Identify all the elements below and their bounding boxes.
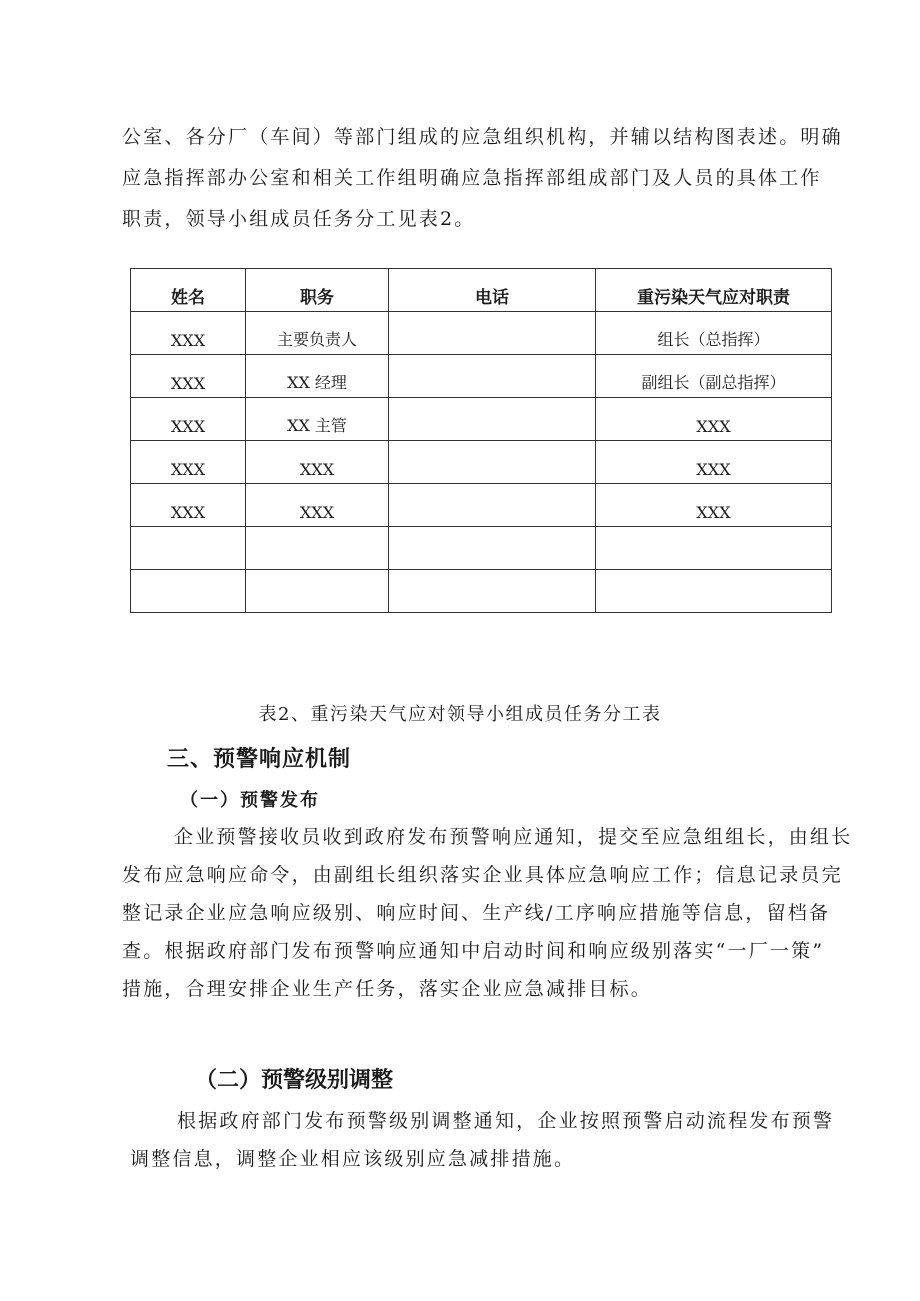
cell-duty — [596, 527, 832, 570]
intro-line: 应急指挥部办公室和相关工作组明确应急指挥部组成部门及人员的具体工作 — [122, 167, 822, 189]
section-heading: 三、预警响应机制 — [167, 747, 352, 772]
cell-duty: 组长（总指挥） — [596, 312, 832, 355]
intro-paragraph — [122, 118, 862, 238]
cell-phone — [389, 441, 596, 484]
cell-name — [131, 527, 246, 570]
table-row — [131, 312, 832, 355]
paragraph-line: 查。根据政府部门发布预警响应通知中启动时间和响应级别落实“一厂一策” — [122, 940, 825, 962]
cell-name: XXX — [131, 484, 246, 527]
cell-position: XXX — [246, 441, 389, 484]
warning-release-paragraph — [122, 818, 862, 1008]
cell-duty: XXX — [596, 398, 832, 441]
cell-position: XX 主管 — [246, 398, 389, 441]
cell-phone — [389, 570, 596, 613]
table-row — [131, 441, 832, 484]
paragraph-line: 措施，合理安排企业生产任务，落实企业应急减排目标。 — [122, 978, 653, 1000]
table-header-row — [131, 269, 832, 312]
subsection-heading: （二）预警级别调整 — [195, 1068, 394, 1093]
warning-adjust-paragraph — [122, 1102, 862, 1178]
cell-position: XXX — [246, 484, 389, 527]
table-row — [131, 355, 832, 398]
cell-duty — [596, 570, 832, 613]
header-name: 姓名 — [131, 269, 246, 312]
cell-name: XXX — [131, 441, 246, 484]
paragraph-line: 调整信息，调整企业相应该级别应急减排措施。 — [130, 1148, 576, 1170]
table-row — [131, 484, 832, 527]
cell-name — [131, 570, 246, 613]
intro-line: 职责，领导小组成员任务分工见表2。 — [122, 208, 476, 230]
intro-line: 公室、各分厂（车间）等部门组成的应急组织机构，并辅以结构图表述。明确 — [122, 126, 843, 148]
table-row — [131, 570, 832, 613]
paragraph-line: 根据政府部门发布预警级别调整通知，企业按照预警启动流程发布预警 — [177, 1110, 835, 1132]
cell-phone — [389, 527, 596, 570]
table-row — [131, 527, 832, 570]
header-duty: 重污染天气应对职责 — [596, 269, 832, 312]
cell-position: XX 经理 — [246, 355, 389, 398]
paragraph-line: 企业预警接收员收到政府发布预警响应通知，提交至应急组组长，由组长 — [174, 826, 853, 848]
paragraph-line: 整记录企业应急响应级别、响应时间、生产线/工序响应措施等信息，留档备 — [122, 902, 831, 924]
cell-position: 主要负责人 — [246, 312, 389, 355]
header-phone: 电话 — [389, 269, 596, 312]
cell-name: XXX — [131, 312, 246, 355]
cell-phone — [389, 312, 596, 355]
table-row — [131, 398, 832, 441]
table-caption: 表2、重污染天气应对领导小组成员任务分工表 — [258, 704, 662, 725]
subsection-heading: （一）预警发布 — [180, 790, 320, 811]
paragraph-line: 发布应急响应命令，由副组长组织落实企业具体应急响应工作；信息记录员完 — [122, 864, 843, 886]
cell-duty: XXX — [596, 441, 832, 484]
cell-phone — [389, 355, 596, 398]
cell-name: XXX — [131, 398, 246, 441]
header-position: 职务 — [246, 269, 389, 312]
cell-duty: XXX — [596, 484, 832, 527]
cell-phone — [389, 484, 596, 527]
cell-phone — [389, 398, 596, 441]
cell-position — [246, 570, 389, 613]
leadership-table — [130, 268, 832, 613]
cell-position — [246, 527, 389, 570]
cell-name: XXX — [131, 355, 246, 398]
cell-duty: 副组长（副总指挥） — [596, 355, 832, 398]
